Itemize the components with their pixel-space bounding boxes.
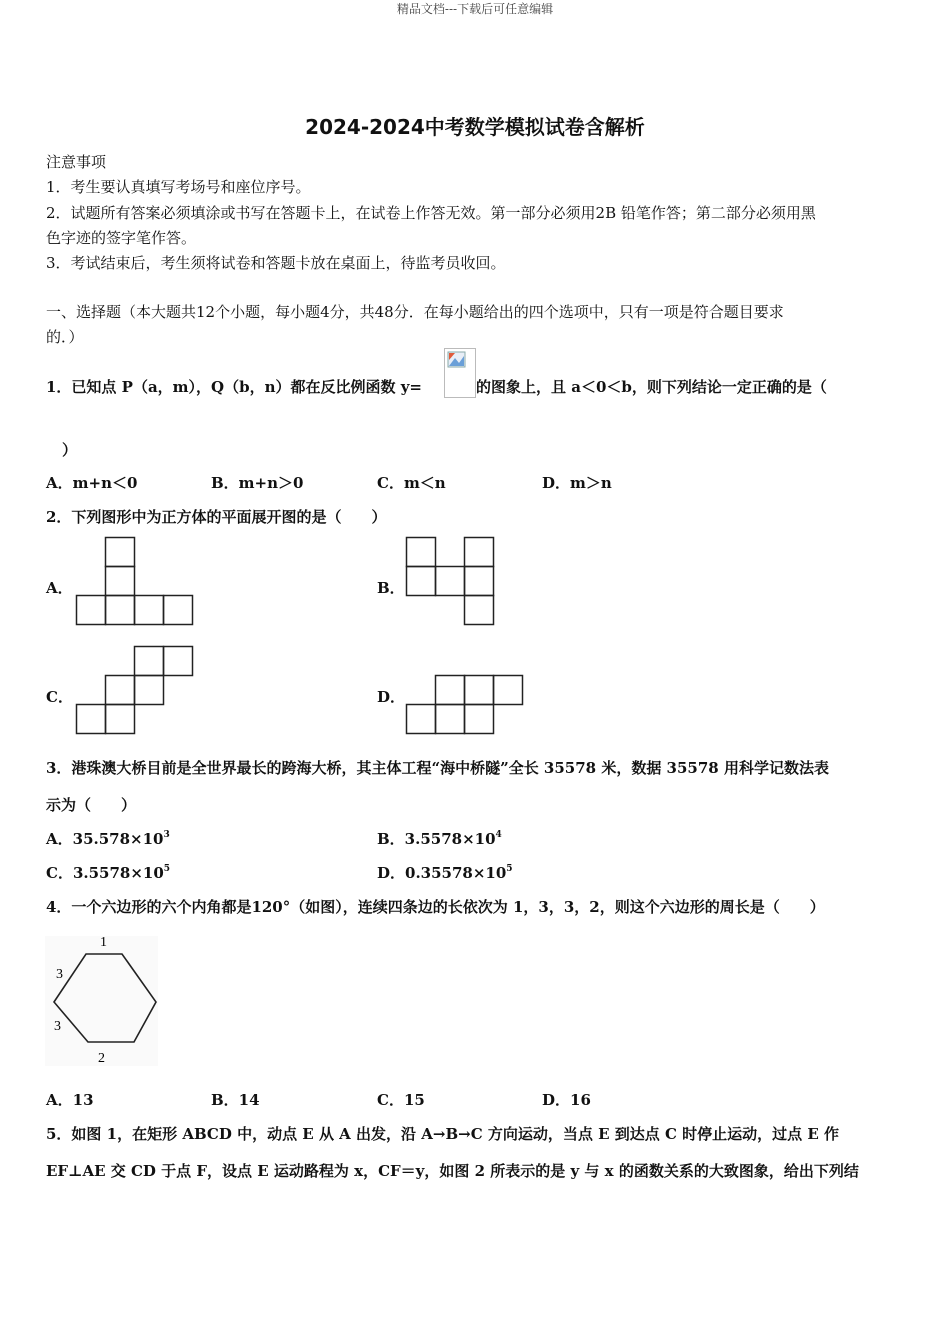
q2-option-b-label: B． bbox=[377, 579, 405, 597]
q3-option-a bbox=[46, 828, 170, 849]
q2-option-c-label: C． bbox=[46, 688, 73, 706]
q1-option-a: A．m+n＜0 bbox=[46, 474, 138, 492]
question-2-text: 2．下列图形中为正方体的平面展开图的是（ ） bbox=[46, 508, 387, 526]
q3-option-d-exp: 5 bbox=[506, 864, 513, 874]
q3-option-c-base: C．3.5578×10 bbox=[46, 864, 164, 882]
question-5-text-cont: EF⊥AE 交 CD 于点 F，设点 E 运动路程为 x，CF＝y，如图 2 所表示的是 y 与 x 的函数关系的大致图象，给出下列结 bbox=[46, 1162, 859, 1180]
q1-option-d: D．m＞n bbox=[542, 474, 612, 492]
q1-option-c: C．m＜n bbox=[377, 474, 446, 492]
q4-option-b: B．14 bbox=[211, 1091, 260, 1109]
q4-option-a: A．13 bbox=[46, 1091, 94, 1109]
q3-option-b-exp: 4 bbox=[495, 830, 502, 840]
page-header: 精品文档---下载后可任意编辑 bbox=[396, 2, 554, 16]
formula-image-placeholder bbox=[444, 348, 476, 398]
q2-option-a-label: A． bbox=[46, 579, 73, 597]
q3-option-d bbox=[377, 862, 513, 883]
notice-heading: 注意事项 bbox=[46, 153, 107, 171]
question-4-text: 4．一个六边形的六个内角都是120°（如图），连续四条边的长依次为 1，3，3，2，则这个六边形的周长是（ ） bbox=[46, 898, 825, 916]
q3-option-b bbox=[377, 828, 502, 849]
question-1-close: ） bbox=[62, 441, 78, 459]
q3-option-d-base: D．0.35578×10 bbox=[377, 864, 507, 882]
q4-option-c: C．15 bbox=[377, 1091, 425, 1109]
cube-net-b-figure bbox=[400, 532, 500, 632]
hexagon-label-upper-left: 3 bbox=[56, 967, 63, 982]
section-heading: 一、选择题（本大题共12个小题，每小题4分，共48分．在每小题给出的四个选项中，只有一项是符合题目要求 bbox=[46, 303, 784, 321]
notice-item: 色字迹的签字笔作答。 bbox=[46, 229, 197, 247]
q4-option-d: D．16 bbox=[542, 1091, 591, 1109]
q3-option-a-exp: 3 bbox=[163, 830, 170, 840]
hexagon-label-top: 1 bbox=[100, 935, 107, 950]
q3-option-a-base: A．35.578×10 bbox=[46, 830, 164, 848]
notice-item: 3．考试结束后，考生须将试卷和答题卡放在桌面上，待监考员收回。 bbox=[46, 254, 506, 272]
q1-option-b: B．m+n＞0 bbox=[211, 474, 304, 492]
question-5-text: 5．如图 1，在矩形 ABCD 中，动点 E 从 A 出发，沿 A→B→C 方向运动，当点 E 到达点 C 时停止运动，过点 E 作 bbox=[46, 1125, 840, 1143]
cube-net-c-figure bbox=[70, 641, 200, 741]
notice-item: 1．考生要认真填写考场号和座位序号。 bbox=[46, 178, 311, 196]
page-title: 2024-2024中考数学模拟试卷含解析 bbox=[305, 115, 645, 139]
cube-net-d-figure bbox=[400, 670, 530, 740]
question-3-text: 3．港珠澳大桥目前是全世界最长的跨海大桥，其主体工程“海中桥隧”全长 35578 米，数据 35578 用科学记数法表 bbox=[46, 759, 829, 777]
cube-net-a-figure bbox=[70, 532, 200, 632]
question-1-text-cont: 的图象上，且 a＜0＜b，则下列结论一定正确的是（ bbox=[476, 378, 827, 396]
broken-image-icon bbox=[447, 351, 467, 369]
hexagon-figure bbox=[44, 930, 160, 1070]
notice-item: 2．试题所有答案必须填涂或书写在答题卡上，在试卷上作答无效。第一部分必须用2B 铅笔作答；第二部分必须用黑 bbox=[46, 204, 816, 222]
hexagon-label-bottom: 2 bbox=[98, 1051, 105, 1066]
hexagon-label-lower-left: 3 bbox=[54, 1019, 61, 1034]
question-1-text: 1．已知点 P（a，m），Q（b，n）都在反比例函数 y= bbox=[46, 378, 422, 396]
question-3-text-cont: 示为（ ） bbox=[46, 796, 137, 814]
q2-option-d-label: D． bbox=[377, 688, 406, 706]
q3-option-c bbox=[46, 862, 170, 883]
q3-option-c-exp: 5 bbox=[163, 864, 171, 874]
q3-option-b-base: B．3.5578×10 bbox=[377, 830, 496, 848]
section-heading-cont: 的．） bbox=[46, 328, 84, 346]
